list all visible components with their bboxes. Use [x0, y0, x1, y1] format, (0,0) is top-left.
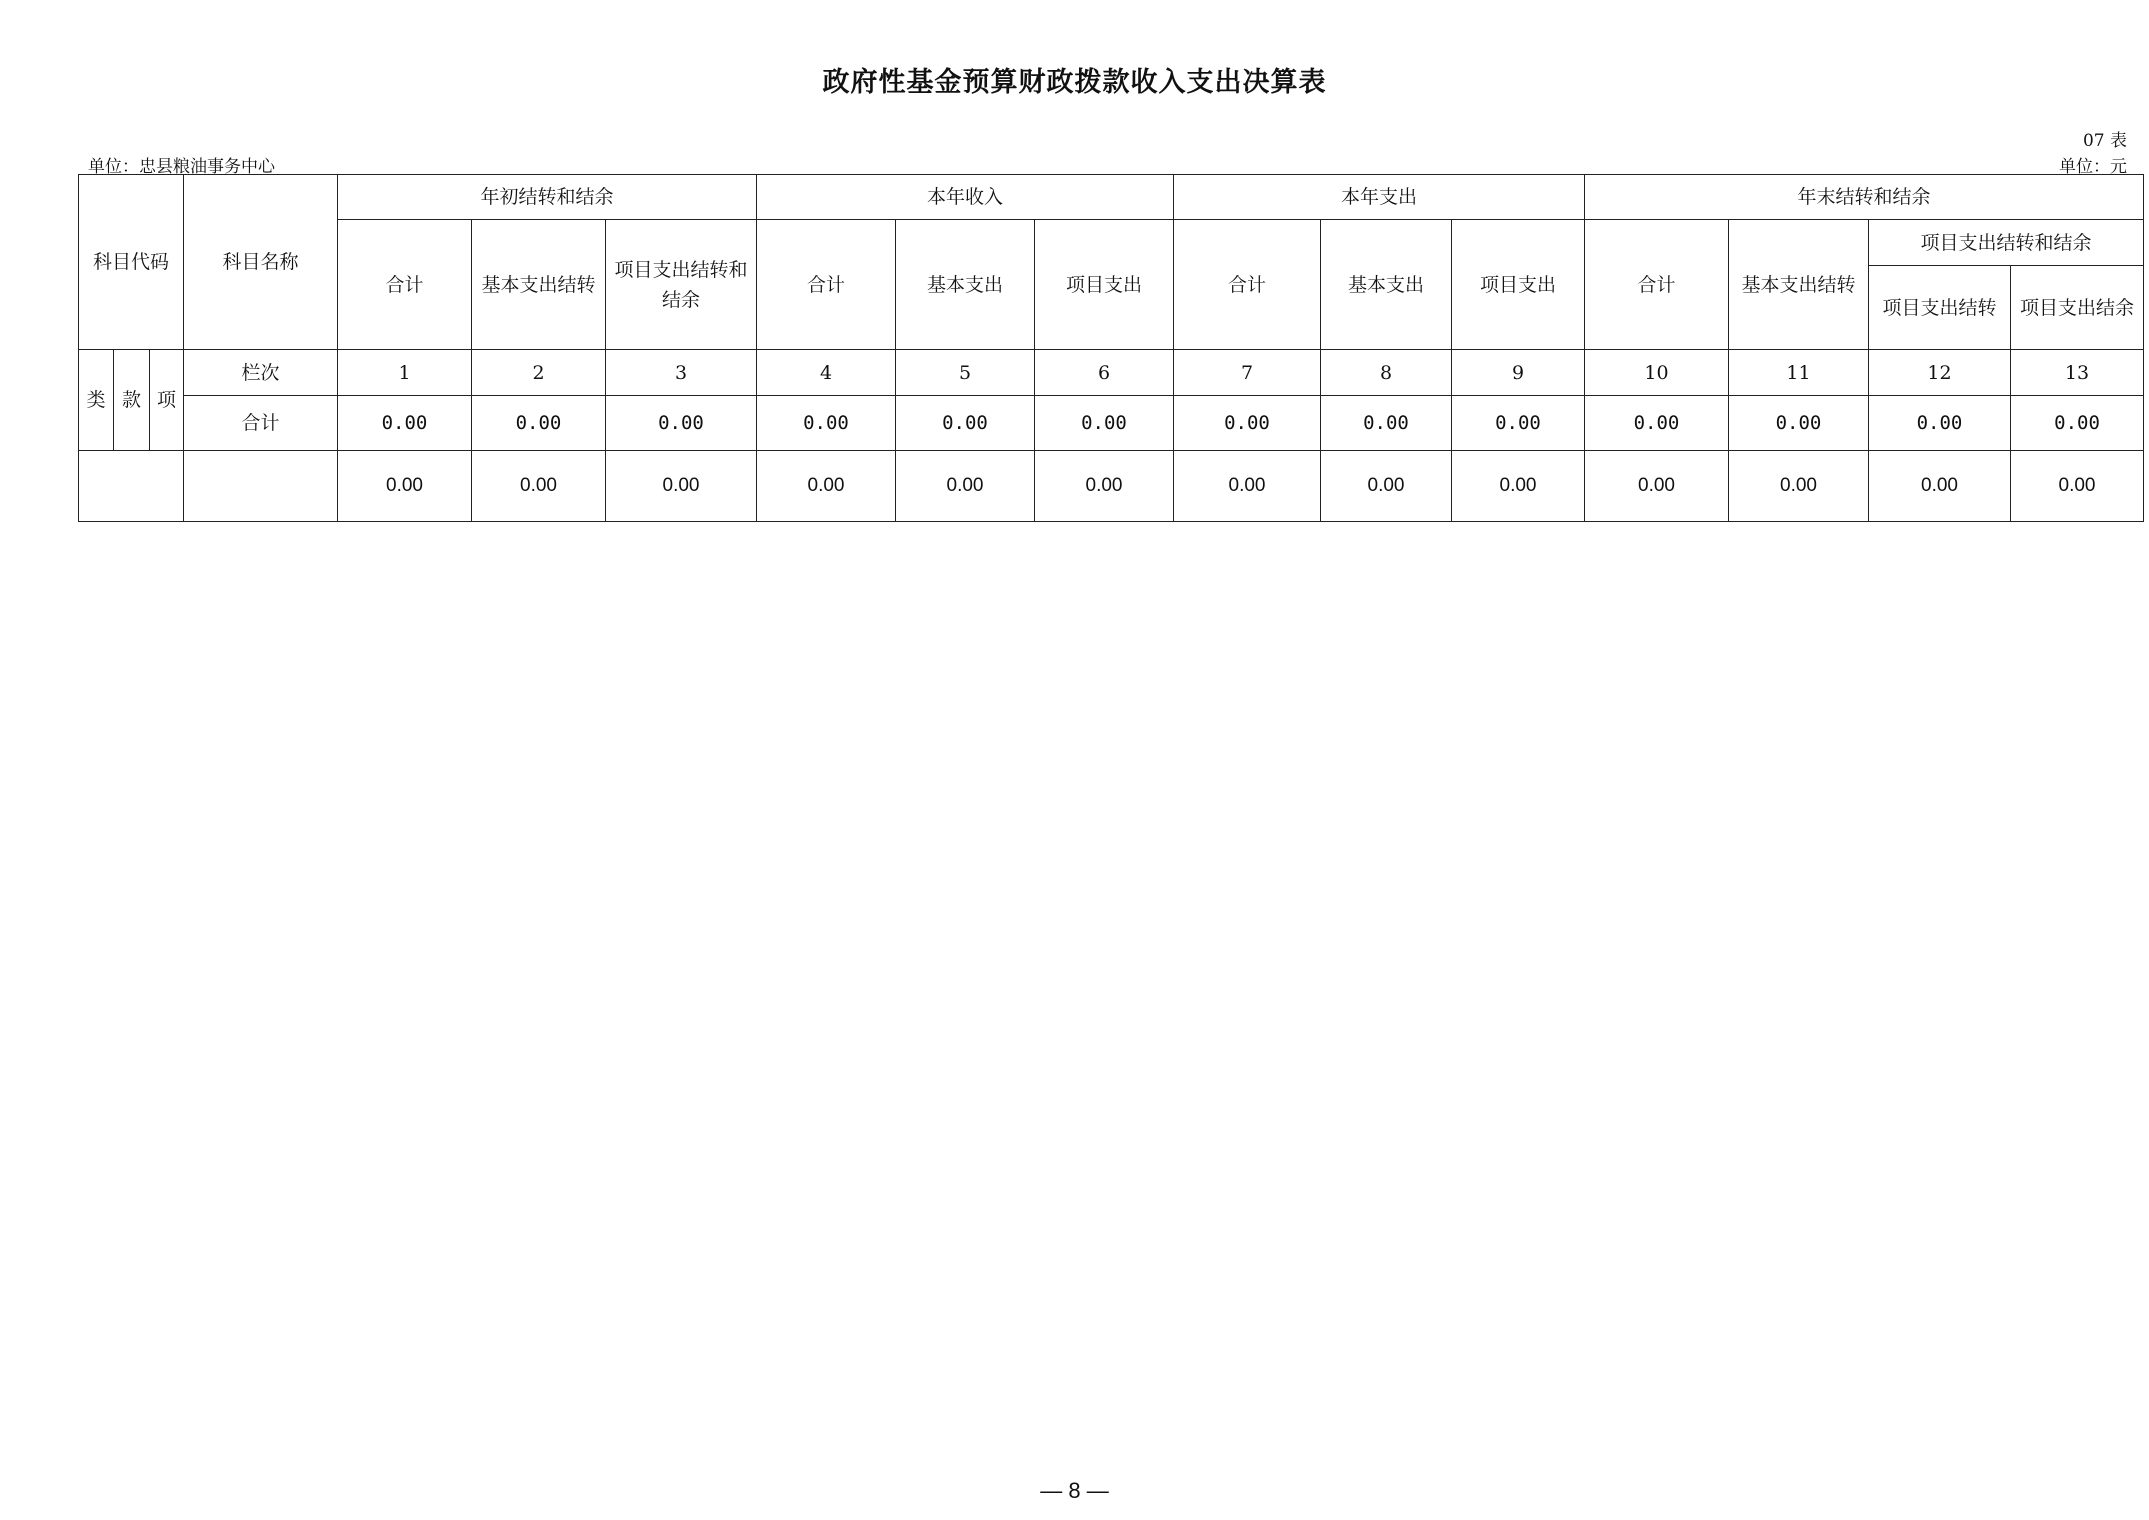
total-value-4: 0.00	[757, 396, 896, 451]
total-value-9: 0.00	[1452, 396, 1585, 451]
group-header-expenditure: 本年支出	[1174, 175, 1585, 220]
total-value-6: 0.00	[1035, 396, 1174, 451]
col-number-1: 1	[338, 350, 472, 396]
col-number-3: 3	[606, 350, 757, 396]
total-value-7: 0.00	[1174, 396, 1321, 451]
data-value-8: 0.00	[1321, 451, 1452, 522]
page-number: — 8 —	[1040, 1478, 1109, 1503]
data-value-3: 0.00	[606, 451, 757, 522]
total-row	[79, 396, 2144, 451]
col-number-5: 5	[896, 350, 1035, 396]
data-value-11: 0.00	[1729, 451, 1869, 522]
form-number: 07 表	[2082, 131, 2127, 151]
subject-code-header: 科目代码	[79, 175, 184, 350]
col-header-13: 项目支出结余	[2011, 266, 2144, 350]
col-header-10: 合计	[1585, 220, 1729, 350]
total-value-5: 0.00	[896, 396, 1035, 451]
col-number-6: 6	[1035, 350, 1174, 396]
data-row-name	[184, 451, 338, 522]
col-number-13: 13	[2011, 350, 2144, 396]
col-header-9: 项目支出	[1452, 220, 1585, 350]
col-header-12: 项目支出结转	[1869, 266, 2011, 350]
col-number-9: 9	[1452, 350, 1585, 396]
col-header-2: 基本支出结转	[472, 220, 606, 350]
col-number-2: 2	[472, 350, 606, 396]
col-header-5: 基本支出	[896, 220, 1035, 350]
total-value-10: 0.00	[1585, 396, 1729, 451]
lei-header: 类	[79, 350, 114, 451]
data-value-5: 0.00	[896, 451, 1035, 522]
data-row-code	[79, 451, 184, 522]
col-number-8: 8	[1321, 350, 1452, 396]
reporting-unit: 单位：忠县粮油事务中心	[88, 157, 275, 177]
group-header-closing: 年末结转和结余	[1585, 175, 2144, 220]
total-value-8: 0.00	[1321, 396, 1452, 451]
total-value-11: 0.00	[1729, 396, 1869, 451]
data-value-9: 0.00	[1452, 451, 1585, 522]
col-header-11: 基本支出结转	[1729, 220, 1869, 350]
data-value-6: 0.00	[1035, 451, 1174, 522]
data-value-10: 0.00	[1585, 451, 1729, 522]
subject-name-header: 科目名称	[184, 175, 338, 350]
data-value-4: 0.00	[757, 451, 896, 522]
col-number-10: 10	[1585, 350, 1729, 396]
col-header-7: 合计	[1174, 220, 1321, 350]
col-header-3: 项目支出结转和结余	[606, 220, 757, 350]
data-value-12: 0.00	[1869, 451, 2011, 522]
group-header-income: 本年收入	[757, 175, 1174, 220]
col-header-6: 项目支出	[1035, 220, 1174, 350]
col-header-1: 合计	[338, 220, 472, 350]
total-value-3: 0.00	[606, 396, 757, 451]
col-header-8: 基本支出	[1321, 220, 1452, 350]
total-label: 合计	[184, 396, 338, 451]
data-value-13: 0.00	[2011, 451, 2144, 522]
col-header-4: 合计	[757, 220, 896, 350]
budget-table	[78, 174, 2144, 522]
page-title: 政府性基金预算财政拨款收入支出决算表	[822, 67, 1327, 98]
kuan-header: 款	[114, 350, 150, 451]
lanci-label: 栏次	[184, 350, 338, 396]
data-value-7: 0.00	[1174, 451, 1321, 522]
col-number-11: 11	[1729, 350, 1869, 396]
total-value-2: 0.00	[472, 396, 606, 451]
col-number-4: 4	[757, 350, 896, 396]
header-row-groups	[79, 175, 2144, 220]
group-header-opening: 年初结转和结余	[338, 175, 757, 220]
data-value-1: 0.00	[338, 451, 472, 522]
col-number-12: 12	[1869, 350, 2011, 396]
data-row	[79, 451, 2144, 522]
lanci-row	[79, 350, 2144, 396]
total-value-13: 0.00	[2011, 396, 2144, 451]
sub-group-header: 项目支出结转和结余	[1869, 220, 2144, 266]
total-value-12: 0.00	[1869, 396, 2011, 451]
xiang-header: 项	[150, 350, 184, 451]
col-number-7: 7	[1174, 350, 1321, 396]
currency-unit: 单位：元	[2059, 157, 2127, 177]
data-value-2: 0.00	[472, 451, 606, 522]
total-value-1: 0.00	[338, 396, 472, 451]
header-row-columns	[79, 220, 2144, 266]
